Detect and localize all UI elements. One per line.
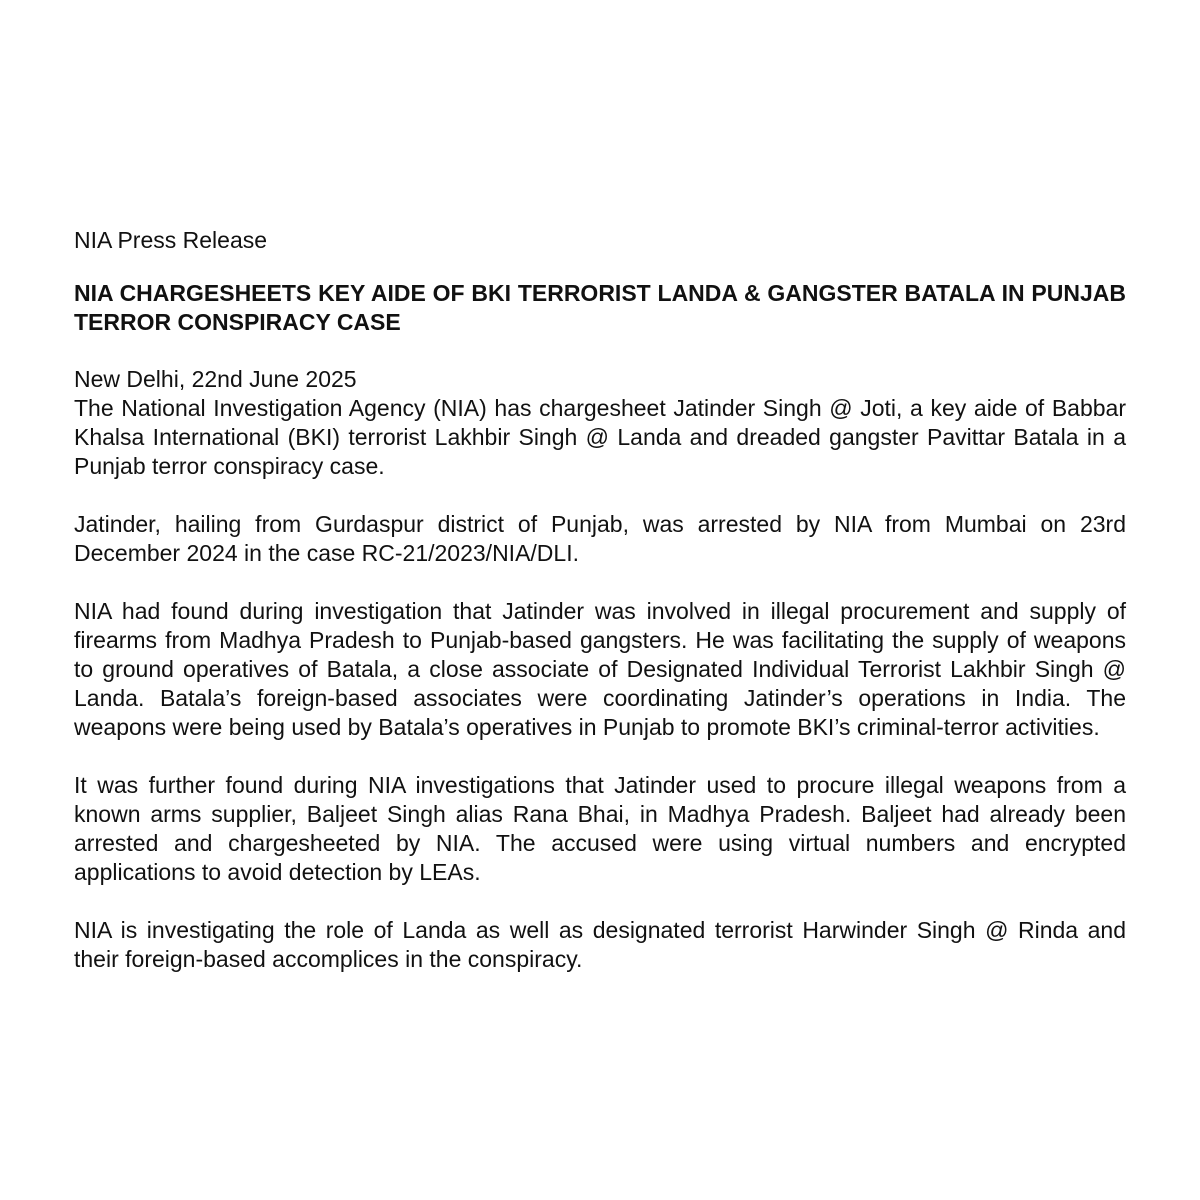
paragraph-intro: The National Investigation Agency (NIA) has chargesheet Jatinder Singh @ Joti, a key aide of Babbar Khalsa International (BKI) terrorist Lakhbir Singh @ Landa and dreaded gangster Pavittar Batala in a Punjab terror conspiracy case. — [74, 395, 1126, 479]
dateline: New Delhi, 22nd June 2025 — [74, 366, 357, 392]
press-release — [74, 226, 1126, 1003]
paragraph-investigation: NIA had found during investigation that Jatinder was involved in illegal procurement and supply of firearms from Madhya Pradesh to Punjab-based gangsters. He was facilitating the supply of weapons to ground operatives of Batala, a close associate of Designated Individual Terrorist Lakhbir Singh @ Landa. Batala’s foreign-based associates were coordinating Jatinder’s operations in India. The weapons were being used by Batala’s operatives in Punjab to promote BKI’s criminal-terror activities. — [74, 598, 1126, 740]
paragraph-arms-supplier: It was further found during NIA investigations that Jatinder used to procure illegal weapons from a known arms supplier, Baljeet Singh alias Rana Bhai, in Madhya Pradesh. Baljeet had already been arrested and chargesheeted by NIA. The accused were using virtual numbers and encrypted applications to avoid detection by LEAs. — [74, 772, 1126, 885]
paragraph-ongoing: NIA is investigating the role of Landa as well as designated terrorist Harwinder Singh @ Rinda and their foreign-based accomplices in the conspiracy. — [74, 917, 1126, 972]
headline: NIA CHARGESHEETS KEY AIDE OF BKI TERRORIST LANDA & GANGSTER BATALA IN PUNJAB TERROR CONSPIRACY CASE — [74, 280, 1126, 335]
release-label: NIA Press Release — [74, 227, 268, 253]
paragraph-arrest: Jatinder, hailing from Gurdaspur district of Punjab, was arrested by NIA from Mumbai on 23rd December 2024 in the case RC-21/2023/NIA/DLI. — [74, 511, 1126, 566]
